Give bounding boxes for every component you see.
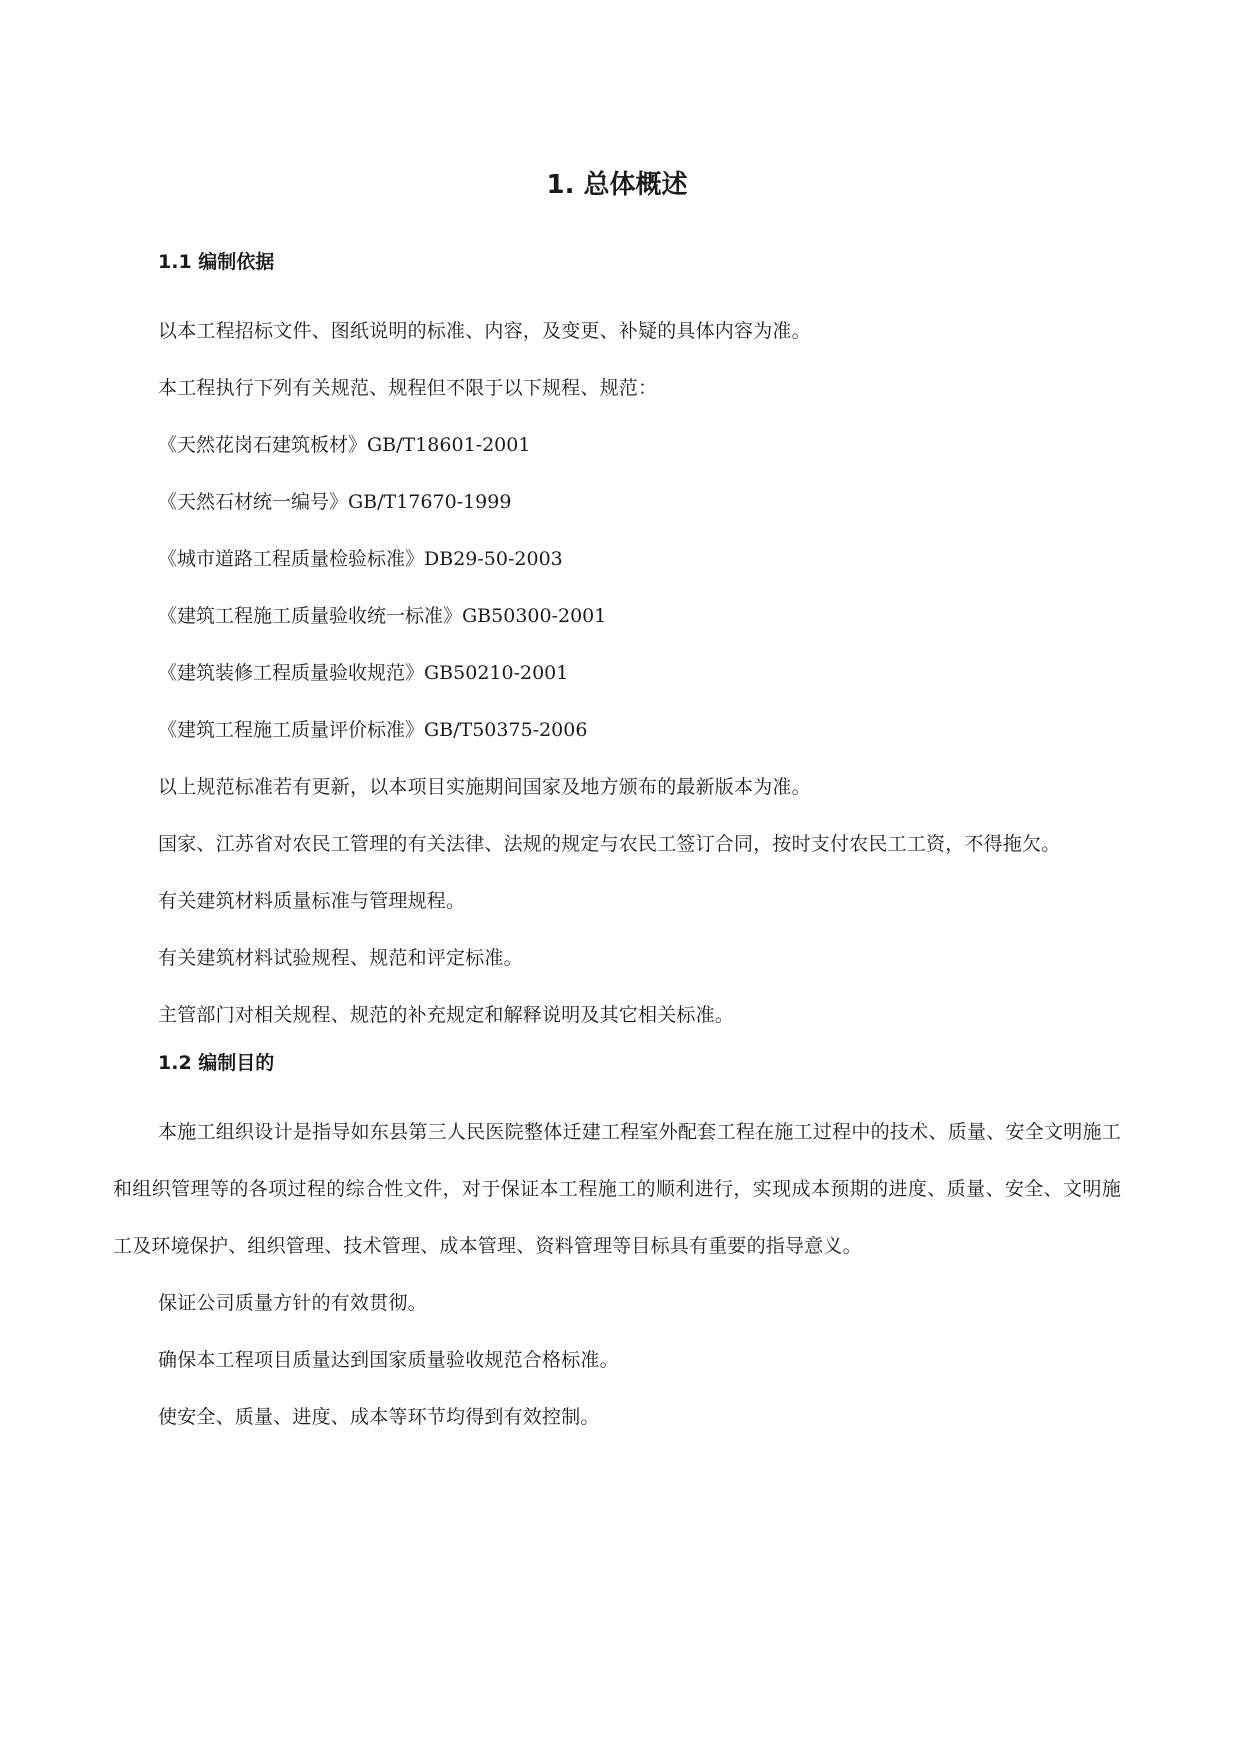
- paragraph: 有关建筑材料质量标准与管理规程。: [158, 890, 466, 912]
- paragraph: 主管部门对相关规程、规范的补充规定和解释说明及其它相关标准。: [158, 1004, 735, 1026]
- section-heading: 1.2 编制目的: [158, 1052, 275, 1074]
- standard-item: 《天然石材统一编号》GB/T17670-1999: [158, 491, 512, 513]
- section-basis: [113, 250, 1121, 1044]
- paragraph: 保证公司质量方针的有效贯彻。: [158, 1292, 427, 1314]
- standard-item: 《城市道路工程质量检验标准》DB29-50-2003: [158, 548, 563, 570]
- paragraph: 国家、江苏省对农民工管理的有关法律、法规的规定与农民工签订合同，按时支付农民工工资，不得拖欠。: [158, 833, 1061, 855]
- paragraph: 本施工组织设计是指导如东县第三人民医院整体迁建工程室外配套工程在施工过程中的技术、质量、安全文明施工和组织管理等的各项过程的综合性文件，对于保证本工程施工的顺利进行，实现成本预期的进度、质量、安全、文明施工及环境保护、组织管理、技术管理、成本管理、资料管理等目标具有重要的指导意义。: [113, 1121, 1121, 1257]
- paragraph: 有关建筑材料试验规程、规范和评定标准。: [158, 947, 523, 969]
- standard-item: 《建筑装修工程质量验收规范》GB50210-2001: [158, 662, 569, 684]
- paragraph: 以上规范标准若有更新，以本项目实施期间国家及地方颁布的最新版本为准。: [158, 776, 811, 798]
- standard-item: 《天然花岗石建筑板材》GB/T18601-2001: [158, 434, 531, 456]
- paragraph: 以本工程招标文件、图纸说明的标准、内容，及变更、补疑的具体内容为准。: [158, 320, 811, 342]
- paragraph: 使安全、质量、进度、成本等环节均得到有效控制。: [158, 1406, 600, 1428]
- paragraph: 确保本工程项目质量达到国家质量验收规范合格标准。: [158, 1349, 619, 1371]
- section-purpose: [113, 1051, 1121, 1446]
- document-body: [113, 250, 1121, 1446]
- section-heading: 1.1 编制依据: [158, 251, 275, 273]
- page-title: 1. 总体概述: [546, 170, 688, 200]
- standard-item: 《建筑工程施工质量验收统一标准》GB50300-2001: [158, 605, 607, 627]
- standard-item: 《建筑工程施工质量评价标准》GB/T50375-2006: [158, 719, 588, 741]
- paragraph: 本工程执行下列有关规范、规程但不限于以下规程、规范：: [158, 377, 658, 399]
